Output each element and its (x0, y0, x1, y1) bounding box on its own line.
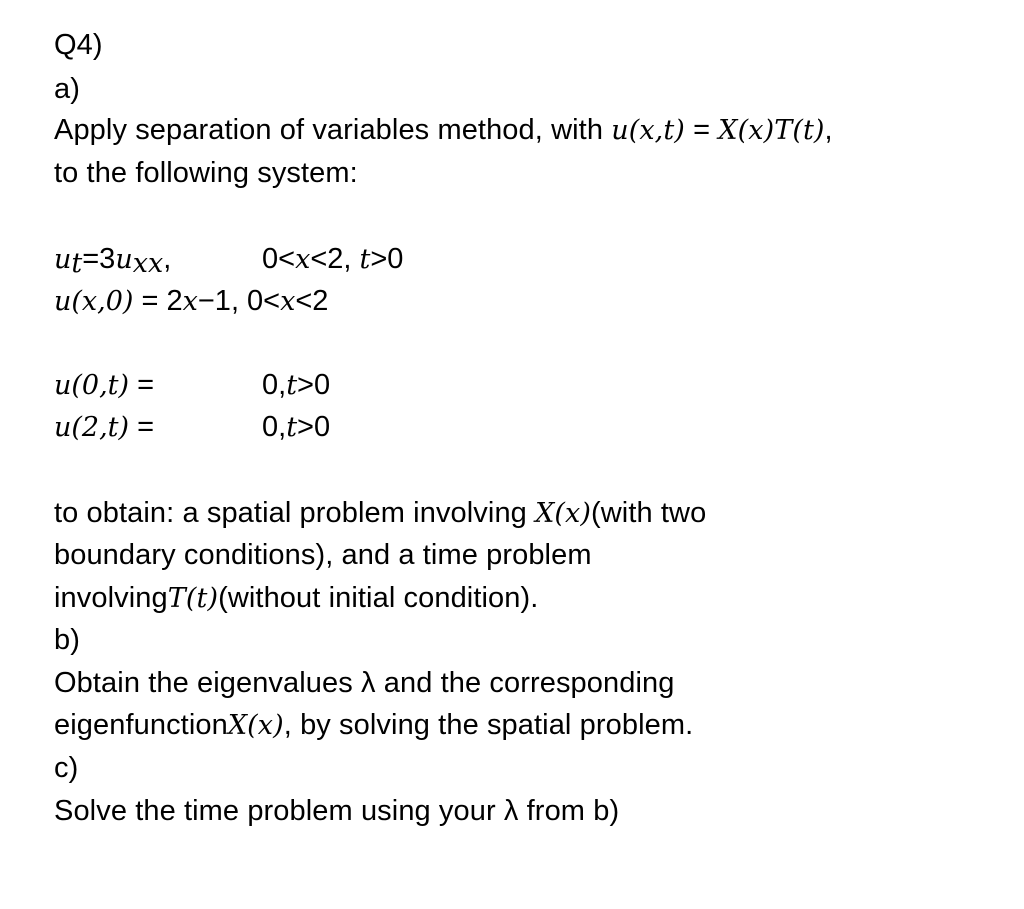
boundary-condition-1 (54, 368, 331, 403)
obtain-line2: boundary conditions), and a time problem (54, 539, 592, 571)
part-b-line2: eigenfunctionX(x), by solving the spatial problem. (54, 709, 694, 741)
ic-x2: x (280, 286, 296, 317)
part-b-label: b) (54, 624, 80, 656)
part-a-label: a) (54, 73, 80, 105)
bc2-rhs: 0,t>0 (262, 411, 331, 443)
instruction-text: Apply separation of variables method, with (54, 114, 612, 146)
bc1-rhs: 0,t>0 (262, 369, 331, 401)
question-number: Q4) (54, 29, 103, 61)
math-Xx: X(x) (535, 498, 591, 529)
ic-rest: −1, 0< (197, 285, 281, 317)
pde-equals-3: =3 (82, 243, 116, 275)
pde-u2: u (115, 244, 133, 275)
bc1-eq: = (129, 369, 155, 401)
ic-end: <2 (295, 285, 329, 317)
obtain-line3: involvingT(t)(without initial condition). (54, 582, 539, 614)
pde-comma: , (163, 243, 172, 275)
ic-x: x (182, 286, 198, 317)
pde-xx-subscript: xx (132, 248, 164, 279)
bc2-lhs: u(2,t) (54, 412, 130, 443)
question-document (54, 24, 994, 884)
initial-condition (54, 284, 328, 319)
math-XxTt: X(x)T(t) (718, 115, 825, 146)
part-a-instruction-line1 (54, 113, 833, 148)
part-b-line1: Obtain the eigenvalues λ and the corresponding (54, 667, 675, 699)
math-u-xt: u(x,t) (611, 115, 685, 146)
part-c-line1: Solve the time problem using your λ from b) (54, 795, 620, 827)
ic-lhs: u(x,0) (54, 286, 134, 317)
bc2-eq: = (129, 411, 155, 443)
bc1-lhs: u(0,t) (54, 370, 130, 401)
part-c-label: c) (54, 752, 79, 784)
comma: , (824, 114, 833, 146)
equals-sign: = (684, 114, 719, 146)
pde-equation (54, 242, 404, 279)
part-a-instruction-line2: to the following system: (54, 157, 358, 189)
obtain-line1: to obtain: a spatial problem involving X(x)(with two (54, 497, 707, 529)
ic-eq: = 2 (133, 285, 183, 317)
boundary-condition-2 (54, 410, 331, 445)
math-Tt: T(t) (167, 583, 219, 614)
pde-domain: 0<x<2, t>0 (262, 243, 404, 275)
math-Xx-eigen: X(x) (227, 710, 284, 741)
pde-u: u (54, 244, 72, 275)
pde-t-subscript: t (71, 248, 83, 279)
